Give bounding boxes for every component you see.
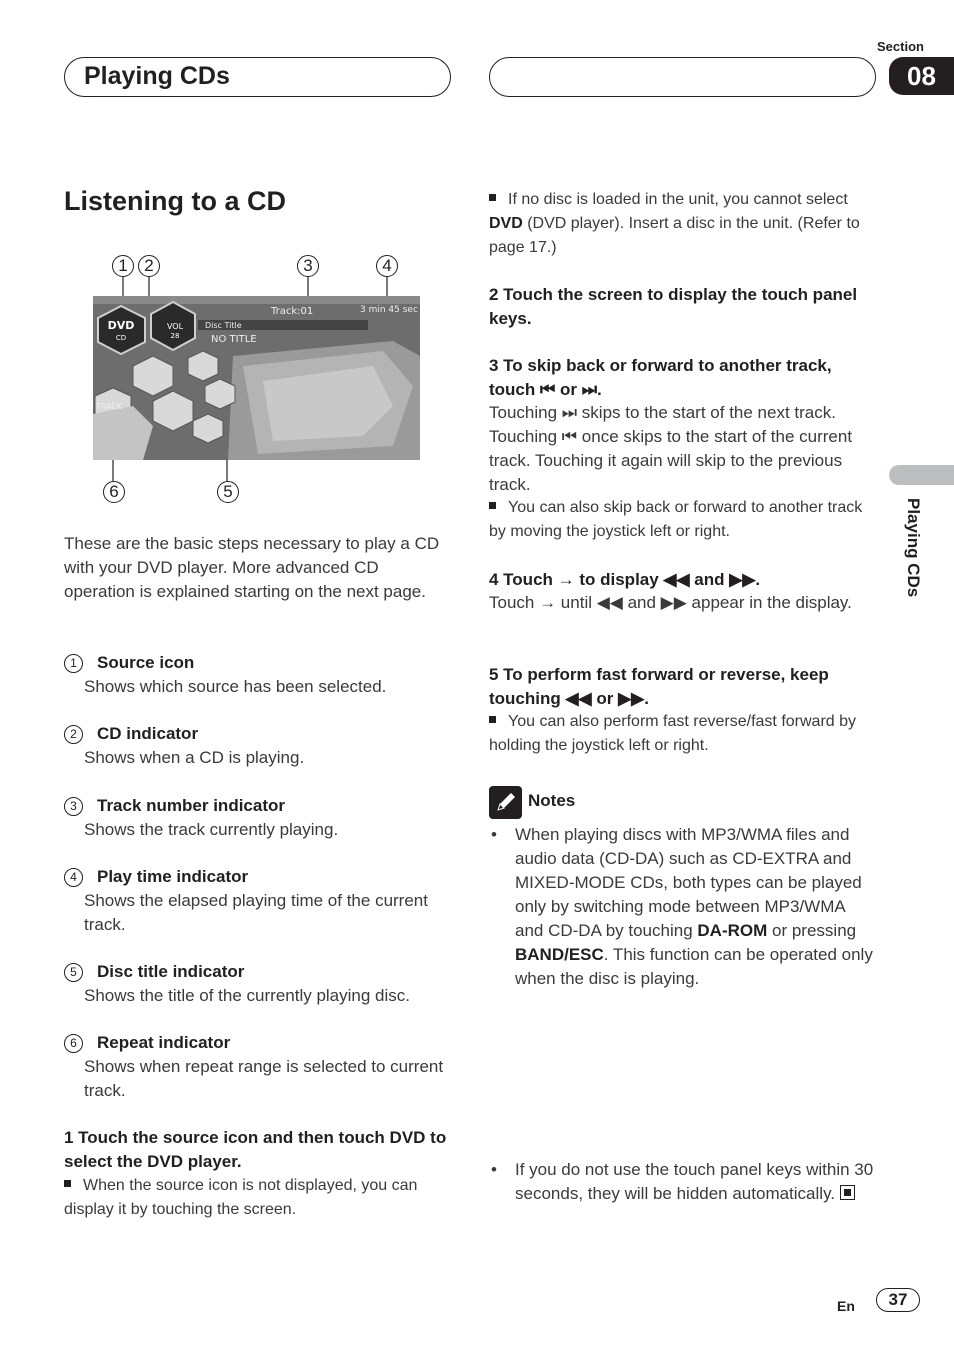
section-label: Section <box>877 39 924 54</box>
step-3-heading: 3 To skip back or forward to another track, touch ⏮ or ⏭. <box>489 356 832 399</box>
svg-text:CD: CD <box>115 334 127 342</box>
item-desc: Shows the title of the currently playing disc. <box>84 986 410 1005</box>
step-3-note: You can also skip back or forward to another track by moving the joystick left or right. <box>489 499 863 540</box>
svg-text:3 min 45 sec: 3 min 45 sec <box>360 305 418 315</box>
step-4-body: Touch → until ◀◀ and ▶▶ appear in the display. <box>489 593 852 612</box>
page-number: 37 <box>876 1288 920 1312</box>
bullet-dot: • <box>491 825 497 844</box>
step-1-note: When the source icon is not displayed, you can display it by touching the screen. <box>64 1177 418 1218</box>
svg-text:DVD: DVD <box>107 319 135 332</box>
disc-not-loaded-note: If no disc is loaded in the unit, you cannot select DVD (DVD player). Insert a disc in the unit. (Refer to page 17.) <box>489 191 860 256</box>
svg-text:VOL: VOL <box>166 322 184 331</box>
item-track-number <box>64 794 454 842</box>
note-2: • If you do not use the touch panel keys within 30 seconds, they will be hidden automatically. <box>491 1160 874 1203</box>
item-title: Repeat indicator <box>97 1033 231 1052</box>
section-number: 08 <box>889 57 954 95</box>
intro-paragraph: These are the basic steps necessary to play a CD with your DVD player. More advanced CD operation is explained starting on the next page. <box>64 534 440 601</box>
item-desc: Shows when repeat range is selected to current track. <box>84 1057 444 1100</box>
square-bullet-icon <box>64 1180 71 1187</box>
item-title: Track number indicator <box>97 796 285 815</box>
notes-title: Notes <box>528 791 576 810</box>
step-2-heading: 2 Touch the screen to display the touch panel keys. <box>489 285 858 328</box>
step-5-heading: 5 To perform fast forward or reverse, keep touching ◀◀ or ▶▶. <box>489 665 829 708</box>
callout-6: 6 <box>103 481 125 503</box>
item-desc: Shows when a CD is playing. <box>84 748 305 767</box>
pencil-icon <box>489 786 522 819</box>
item-number: 6 <box>64 1034 83 1053</box>
item-repeat <box>64 1031 454 1103</box>
item-number: 3 <box>64 797 83 816</box>
notes-icon <box>489 786 522 819</box>
item-number: 2 <box>64 725 83 744</box>
item-number: 1 <box>64 654 83 673</box>
header-title: Playing CDs <box>84 62 230 90</box>
screen-illustration <box>93 296 420 460</box>
item-desc: Shows the elapsed playing time of the current track. <box>84 891 428 934</box>
callout-4: 4 <box>376 255 398 277</box>
item-title: CD indicator <box>97 724 199 743</box>
item-desc: Shows which source has been selected. <box>84 677 387 696</box>
step-4-heading: 4 Touch → to display ◀◀ and ▶▶. <box>489 570 761 589</box>
item-desc: Shows the track currently playing. <box>84 820 339 839</box>
svg-text:TRACK: TRACK <box>96 402 123 411</box>
square-bullet-icon <box>489 502 496 509</box>
item-title: Source icon <box>97 653 195 672</box>
square-bullet-icon <box>489 194 496 201</box>
item-title: Disc title indicator <box>97 962 245 981</box>
page-title: Listening to a CD <box>64 186 286 216</box>
note-1: • When playing discs with MP3/WMA files and audio data (CD-DA) such as CD-EXTRA and MIXED-MODE CDs, both types can be played only by switching mode between MP3/WMA and CD-DA by touching DA-ROM or pressing BAND/ESC. This function can be operated only when the disc is playing. <box>491 825 873 988</box>
callout-3: 3 <box>297 255 319 277</box>
bullet-dot: • <box>491 1160 497 1179</box>
svg-text:Track:01: Track:01 <box>271 306 314 317</box>
language-label: En <box>837 1298 855 1314</box>
side-tab-label: Playing CDs <box>904 498 923 598</box>
dvd-screen-figure <box>93 296 420 460</box>
callout-5: 5 <box>217 481 239 503</box>
step-5-note: You can also perform fast reverse/fast forward by holding the joystick left or right. <box>489 713 857 754</box>
step-3-body: Touching ⏭ skips to the start of the next track. Touching ⏮ once skips to the start of the current track. Touching it again will skip to the previous track. <box>489 403 853 494</box>
end-mark-icon <box>840 1185 855 1200</box>
item-title: Play time indicator <box>97 867 249 886</box>
item-play-time <box>64 865 454 937</box>
svg-text:28: 28 <box>170 332 180 340</box>
step-1-heading: 1 Touch the source icon and then touch DVD to select the DVD player. <box>64 1128 447 1171</box>
square-bullet-icon <box>489 716 496 723</box>
callout-2: 2 <box>138 255 160 277</box>
item-cd-indicator <box>64 722 454 770</box>
item-number: 4 <box>64 868 83 887</box>
callout-1: 1 <box>112 255 134 277</box>
item-source-icon <box>64 651 454 699</box>
svg-text:Disc Title: Disc Title <box>205 321 242 330</box>
svg-text:NO TITLE: NO TITLE <box>211 334 257 345</box>
item-disc-title <box>64 960 454 1008</box>
item-number: 5 <box>64 963 83 982</box>
